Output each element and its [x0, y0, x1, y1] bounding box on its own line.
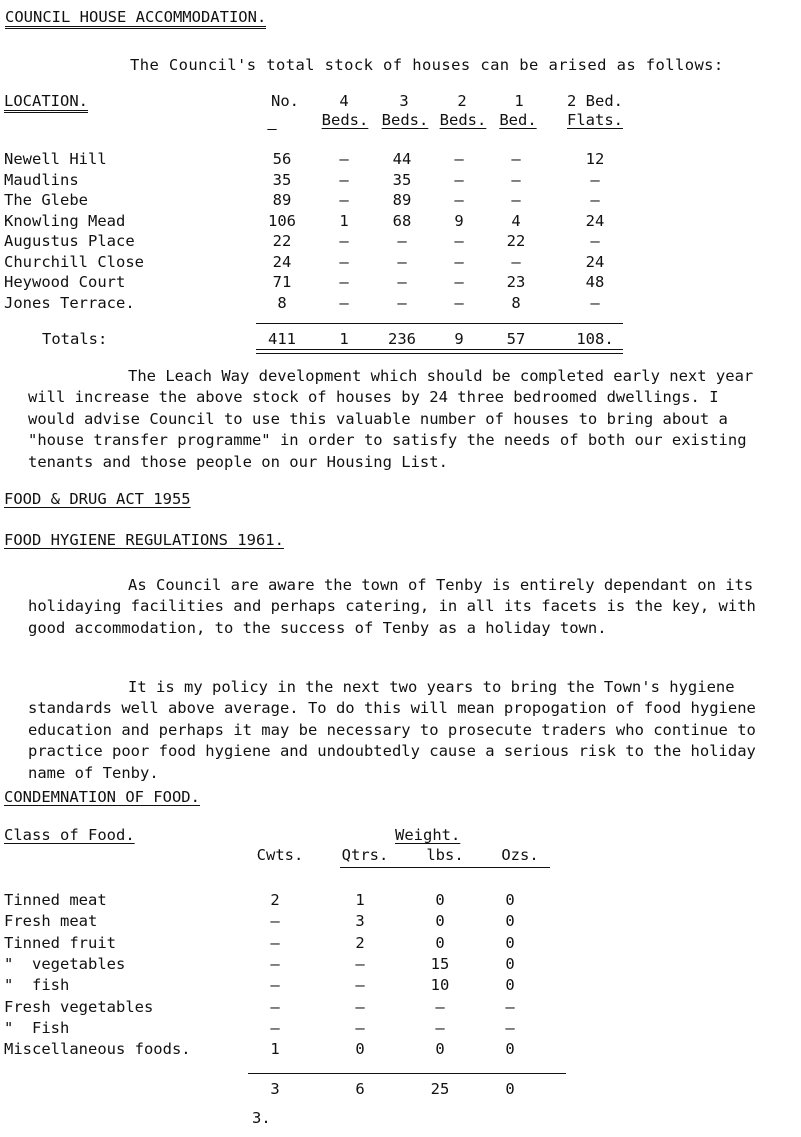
food-weight-cell: – [270, 997, 280, 1016]
housing-cell: – [590, 170, 600, 189]
page-heading: COUNCIL HOUSE ACCOMMODATION. [5, 8, 266, 29]
col-header-no: No. [271, 92, 299, 110]
housing-cell: 4 [511, 211, 521, 230]
food-weight-cell: 0 [355, 1040, 365, 1059]
housing-cell: – [454, 232, 464, 250]
totals-label: Totals: [42, 330, 108, 348]
housing-cell: 22 [272, 232, 292, 250]
housing-cell: 68 [392, 211, 412, 230]
unit-lbs: lbs. [426, 846, 464, 864]
food-weight-cell: 2 [270, 891, 280, 909]
unit-qtrs: Qtrs. [341, 846, 389, 864]
food-weight-cell: 3 [355, 912, 365, 931]
housing-cell: – [511, 252, 521, 271]
food-drug-act-heading: FOOD & DRUG ACT 1955 [4, 490, 191, 508]
food-weight-cell: 0 [435, 912, 445, 931]
housing-cell: 9 [454, 211, 464, 230]
food-weight-cell: 1 [355, 891, 365, 909]
food-weight-cell: 0 [505, 891, 515, 909]
housing-cell: – [339, 191, 349, 209]
food-weight-cell: 2 [355, 933, 365, 952]
housing-cell: – [511, 150, 521, 168]
food-weight-cell: – [505, 1018, 515, 1037]
food-class: Fresh meat [4, 912, 98, 931]
housing-cell: 35 [272, 170, 292, 189]
condemnation-heading: CONDEMNATION OF FOOD. [4, 788, 200, 806]
food-totals-rule [248, 1073, 566, 1074]
totals-top-rule [256, 323, 623, 324]
housing-cell: – [590, 191, 600, 209]
food-class: Fresh vegetables [4, 997, 154, 1016]
housing-cell: – [339, 232, 349, 250]
col-sub-flats: Flats. [567, 111, 623, 129]
food-class: " vegetables [4, 954, 126, 973]
col-header-3: 3 [399, 92, 409, 110]
unit-ozs: Ozs. [501, 846, 539, 864]
housing-cell: – [339, 252, 349, 271]
food-class: " Fish [4, 1018, 70, 1037]
housing-cell: – [339, 273, 349, 291]
food-weight-cell: 15 [430, 954, 450, 973]
housing-cell: 44 [392, 150, 412, 168]
food-weight-cell: – [355, 954, 365, 973]
location-name: Heywood Court [4, 273, 126, 291]
housing-cell: – [397, 273, 407, 291]
housing-cell: 48 [585, 273, 605, 291]
leach-way-paragraph: The Leach Way development which should be completed early next year will increase the above stock of houses by 24 three bedroomed dwellings. I would advise Council to use this valuable number of houses to bring about a "house transfer programme" in order to satisfy the needs of both our existing tenants and those people on our Housing List. [28, 367, 754, 471]
total-2: 9 [454, 330, 464, 348]
location-name: Knowling Mead [4, 211, 126, 230]
col-header-no-rule [239, 112, 305, 130]
food-hygiene-heading: FOOD HYGIENE REGULATIONS 1961. [4, 531, 284, 549]
food-class: Miscellaneous foods. [4, 1040, 191, 1059]
food-weight-cell: – [355, 997, 365, 1016]
food-weight-cell: 0 [435, 891, 445, 909]
housing-cell: – [454, 191, 464, 209]
housing-cell: 71 [272, 273, 292, 291]
food-class: Tinned fruit [4, 933, 116, 952]
location-name: The Glebe [4, 191, 88, 209]
food-weight-cell: 0 [505, 954, 515, 973]
housing-cell: 22 [506, 232, 526, 250]
location-header: LOCATION. [4, 92, 88, 113]
food-total-lbs: 25 [430, 1080, 450, 1098]
housing-cell: 1 [339, 211, 349, 230]
col-sub-1: Bed. [499, 111, 537, 129]
housing-cell: – [454, 273, 464, 291]
location-name: Churchill Close [4, 252, 144, 271]
housing-cell: – [511, 191, 521, 209]
col-sub-3: Beds. [381, 111, 429, 129]
housing-cell: – [454, 170, 464, 189]
col-sub-4: Beds. [321, 111, 369, 129]
food-weight-cell: – [505, 997, 515, 1016]
housing-cell: 24 [272, 252, 292, 271]
council-paragraph: As Council are aware the town of Tenby is entirely dependant on its holidaying facilities and perhaps catering, in all its facets is the key, with good accommodation, to the success of Tenby as a holiday town. [28, 576, 756, 637]
food-weight-cell: – [435, 1018, 445, 1037]
col-header-1: 1 [514, 92, 524, 110]
class-of-food-header: Class of Food. [4, 826, 135, 844]
housing-cell: – [454, 293, 464, 312]
housing-cell: – [339, 293, 349, 312]
housing-cell: 89 [272, 191, 292, 209]
food-weight-cell: – [270, 933, 280, 952]
total-1: 57 [506, 330, 526, 348]
page-number: 3. [252, 1109, 271, 1127]
housing-cell: 35 [392, 170, 412, 189]
food-weight-cell: 0 [505, 912, 515, 931]
location-name: Jones Terrace. [4, 293, 135, 312]
location-name: Newell Hill [4, 150, 107, 168]
housing-cell: 24 [585, 211, 605, 230]
total-3: 236 [388, 330, 416, 348]
food-total-ozs: 0 [505, 1080, 515, 1098]
food-weight-cell: 0 [435, 933, 445, 952]
food-class: " fish [4, 976, 70, 995]
col-header-4: 4 [339, 92, 349, 110]
total-flats: 108. [576, 330, 614, 348]
housing-cell: 89 [392, 191, 412, 209]
housing-cell: – [454, 150, 464, 168]
location-name: Maudlins [4, 170, 79, 189]
housing-cell: – [590, 232, 600, 250]
food-class: Tinned meat [4, 891, 107, 909]
food-weight-cell: – [270, 1018, 280, 1037]
food-weight-cell: 10 [430, 976, 450, 995]
location-name: Augustus Place [4, 232, 135, 250]
housing-cell: – [590, 293, 600, 312]
food-total-qtrs: 6 [355, 1080, 365, 1098]
housing-cell: 24 [585, 252, 605, 271]
housing-cell: 12 [585, 150, 605, 168]
food-weight-cell: 0 [505, 933, 515, 952]
policy-paragraph: It is my policy in the next two years to bring the Town's hygiene standards well above average. To do this will mean propogation of food hygiene education and perhaps it may be necessary to prosecute traders who continue to practice poor food hygiene and undoubtedly cause a serious risk to the holiday name of Tenby. [28, 678, 756, 782]
food-weight-cell: – [270, 912, 280, 931]
housing-cell: – [397, 293, 407, 312]
housing-cell: 23 [506, 273, 526, 291]
food-weight-cell: – [270, 954, 280, 973]
housing-cell: 106 [268, 211, 296, 230]
food-weight-cell: – [355, 976, 365, 995]
housing-cell: – [454, 252, 464, 271]
food-weight-cell: – [435, 997, 445, 1016]
food-weight-cell: 0 [435, 1040, 445, 1059]
housing-cell: – [397, 252, 407, 271]
units-rule [340, 867, 550, 868]
col-header-flats: 2 Bed. [567, 92, 623, 110]
food-weight-cell: – [270, 976, 280, 995]
food-total-cwts: 3 [270, 1080, 280, 1098]
weight-header: Weight. [395, 826, 461, 844]
col-sub-2: Beds. [439, 111, 487, 129]
food-weight-cell: 1 [270, 1040, 280, 1059]
food-weight-cell: – [355, 1018, 365, 1037]
housing-cell: 56 [272, 150, 292, 168]
housing-cell: – [511, 170, 521, 189]
total-4: 1 [339, 330, 349, 348]
totals-bottom-rule [256, 349, 623, 354]
food-weight-cell: 0 [505, 1040, 515, 1059]
housing-cell: 8 [511, 293, 521, 312]
intro-line: The Council's total stock of houses can be arised as follows: [130, 56, 724, 74]
housing-cell: 8 [277, 293, 287, 312]
total-no: 411 [268, 330, 296, 348]
unit-cwts: Cwts. [256, 846, 304, 864]
housing-cell: – [397, 232, 407, 250]
housing-cell: – [339, 150, 349, 168]
food-weight-cell: 0 [505, 976, 515, 995]
col-header-2: 2 [457, 92, 467, 110]
housing-cell: – [339, 170, 349, 189]
